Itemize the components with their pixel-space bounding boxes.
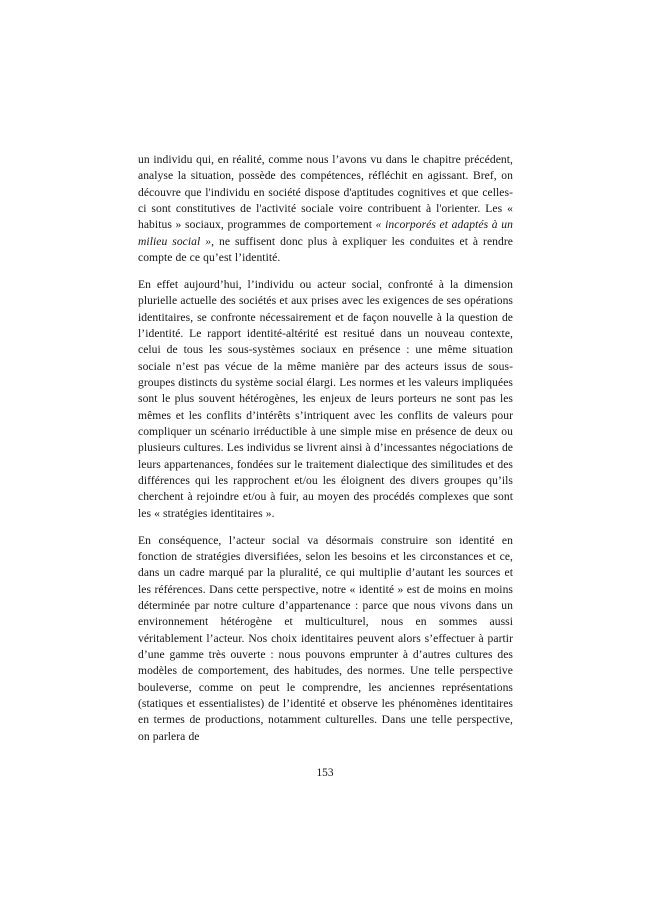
- paragraph-1-segment-3: , ne suffisent donc plus à expliquer les conduites et à rendre compte de ce qu’est l’identité.: [138, 234, 513, 265]
- paragraph-2-segment-1: En effet aujourd’hui, l’individu ou acteur social, confronté à la dimension plurielle actuelle des sociétés et aux prises avec les exigences de ses opérations identitaires, se confronte nécessairement et de façon nouvelle à la question de l’identité. Le rapport identité-altérité est resitué dans un nouveau contexte, celui de tous les sous-systèmes sociaux en présence : une même situation sociale n’est pas vécue de la même manière par des acteurs issus de sous-groupes distincts du système social élargi. Les normes et les valeurs impliquées sont le plus souvent hétérogènes, les enjeux de leurs porteurs ne sont pas les mêmes et les conflits d’intérêts s’intriquent avec les conflits de valeurs pour compliquer un scénario irréductible à une simple mise en présence de deux ou plusieurs cultures. Les individus se livrent ainsi à d’incessantes négociations de leurs appartenances, fondées sur le traitement dialectique des similitudes et des différences qui les rapprochent et/ou les éloignent des divers groupes qu’ils cherchent à rejoindre et/ou à fuir, au moyen des procédés complexes que sont les « stratégies identitaires ».: [138, 277, 513, 520]
- paragraph-1: [138, 152, 513, 266]
- paragraph-2: [138, 277, 513, 522]
- paragraph-3: [138, 533, 513, 745]
- paragraph-1-italic-quote: « incorporés et adaptés à un milieu social »: [138, 218, 513, 248]
- paragraph-1-segment-1: un individu qui, en réalité, comme nous l’avons vu dans le chapitre précédent, analyse la situation, possède des compétences, réfléchit en agissant. Bref, on découvre que l'individu en société dispose d'aptitudes cognitives et que celles-ci sont constitutives de l'activité sociale voire contribuent à l'orienter. Les « habitus » sociaux, programmes de comportement: [138, 153, 513, 232]
- paragraph-3-segment-1: En conséquence, l’acteur social va désormais construire son identité en fonction de stratégies diversifiées, selon les besoins et les circonstances et ce, dans un cadre marqué par la pluralité, ce qui multiplie d’autant les sources et les références. Dans cette perspective, notre « identité » est de moins en moins déterminée par notre culture d’appartenance : parce que nous vivons dans un environnement hétérogène et multiculturel, nous en sommes aussi véritablement l’acteur. Nos choix identitaires peuvent alors s’effectuer à partir d’une gamme très ouverte : nous pouvons emprunter à d’autres cultures des modèles de comportement, des habitudes, des normes. Une telle perspective bouleverse, comme on peut le comprendre, les anciennes représentations (statiques et essentialistes) de l’identité et observe les phénomènes identitaires en termes de productions, notamment culturelles. Dans une telle perspective, on parlera de: [138, 533, 513, 743]
- page-number: 153: [316, 767, 334, 779]
- body-text-column: [138, 152, 513, 745]
